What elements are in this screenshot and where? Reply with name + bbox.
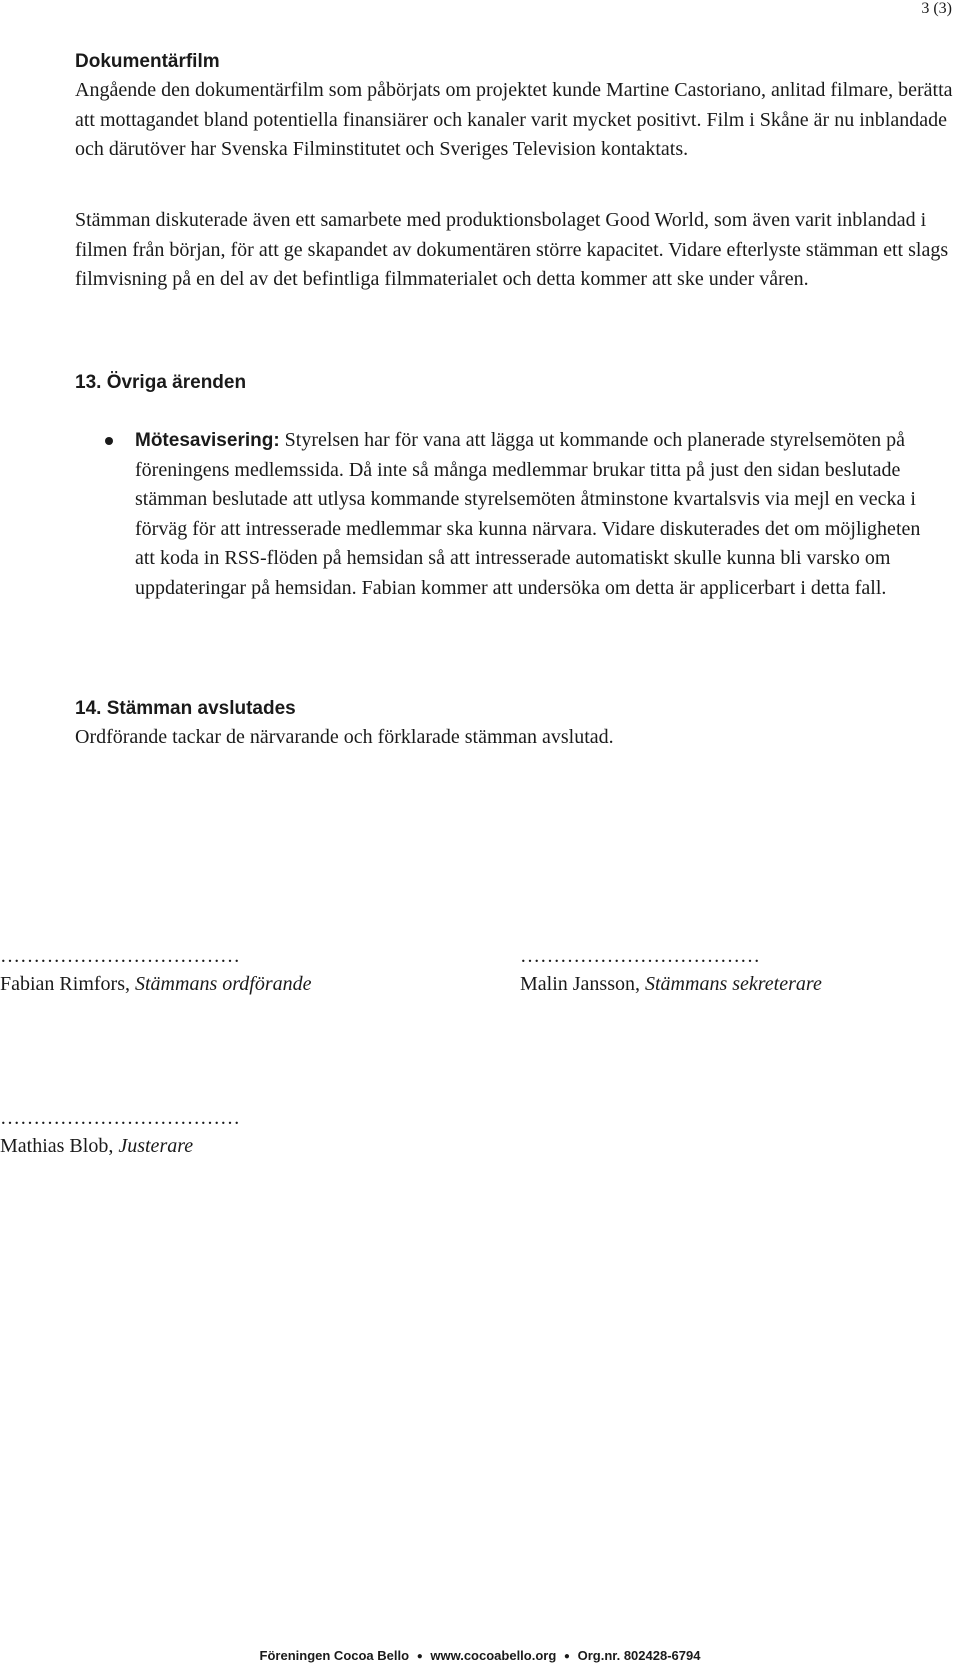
signature-adjuster [0,1104,240,1160]
signature-caption: Fabian Rimfors, Stämmans ordförande [0,973,312,995]
paragraph: Ordförande tackar de närvarande och förklarade stämman avslutad. [75,726,614,748]
bullet-icon [105,437,113,445]
bullet-separator-icon: ● [416,1651,423,1662]
bullet-text [135,426,945,603]
section-heading: 14. Stämman avslutades [75,698,296,719]
bullet-separator-icon: ● [563,1651,570,1662]
item-13 [75,368,955,397]
signature-secretary [520,942,822,998]
footer-org: Föreningen Cocoa Bello [259,1648,410,1663]
page-footer [0,1648,960,1663]
paragraph: Stämman diskuterade även ett samarbete med produktionsbolaget Good World, som även varit inblandad i filmen från början, för att ge skapandet av dokumentären större kapacitet. Vidare efterlyste stämman ett slags filmvisning på en del av det befintliga filmmaterialet och detta kommer att ske under våren. [75,209,949,290]
signature-caption: Malin Jansson, Stämmans sekreterare [520,973,822,995]
section-heading: 13. Övriga ärenden [75,372,247,393]
signature-chair [0,942,311,998]
signature-line: ……………………………… [0,945,240,967]
bullet-body: Styrelsen har för vana att lägga ut kommande och planerade styrelsemöten på föreningens medlemssida. Då inte så många medlemmar brukar titta på just den sidan beslutade stämman beslutade att utlysa kommande styrelsemöten åtminstone kvartalsvis via mejl en vecka i förväg för att intresserade medlemmar ska kunna närvara. Vidare diskuterades det om möjligheten att koda in RSS-flöden på hemsidan så att intresserade automatiskt skulle kunna bli varsko om uppdateringar på hemsidan. Fabian kommer att undersöka om detta är applicerbart i detta fall. [135,429,921,599]
item-14 [75,694,955,753]
paragraph: Angående den dokumentärfilm som påbörjats om projektet kunde Martine Castoriano, anlitad filmare, berätta att mottagandet bland potentiella finansiärer och kanaler varit mycket positivt. Film i Skåne är nu inblandade och därutöver har Svenska Filminstitutet och Sveriges Television kontaktats. [75,79,953,160]
bullet-label: Mötesavisering: [135,430,280,451]
page-number: 3 (3) [921,0,952,17]
paragraph-block [75,206,955,295]
signature-caption: Mathias Blob, Justerare [0,1135,194,1157]
documentary-section [75,47,955,165]
footer-org-number: Org.nr. 802428-6794 [577,1648,701,1663]
signature-line: ……………………………… [520,945,760,967]
signature-line: ……………………………… [0,1107,240,1129]
section-heading: Dokumentärfilm [75,51,220,72]
footer-website: www.cocoabello.org [430,1648,557,1663]
